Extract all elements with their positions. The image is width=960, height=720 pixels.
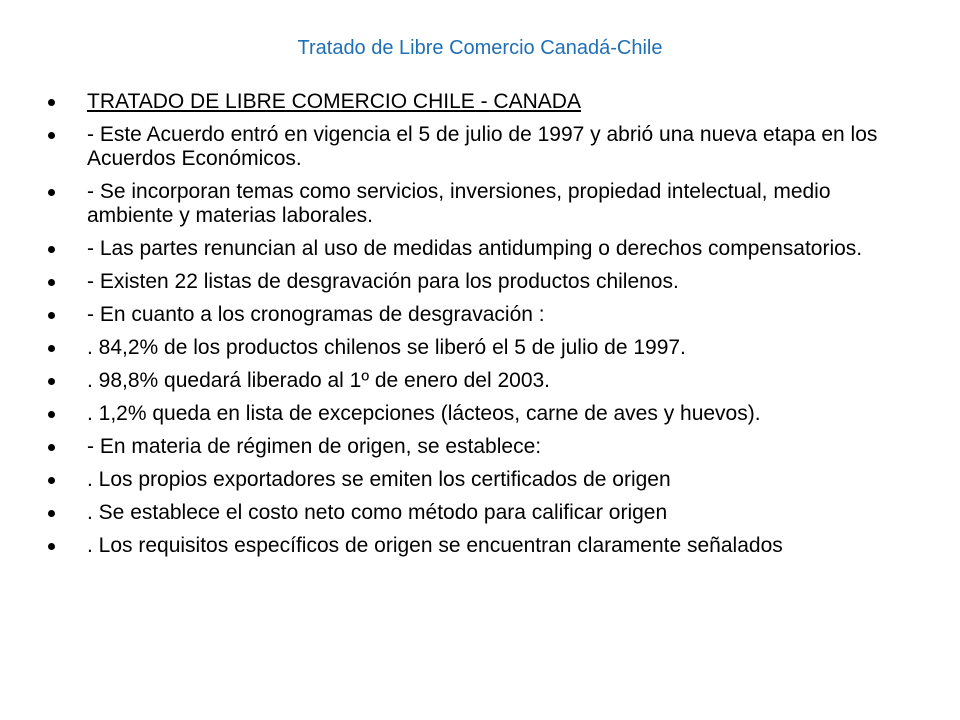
bullet-item [48, 336, 908, 360]
bullet-text: . 98,8% quedará liberado al 1º de enero del 2003. [87, 369, 551, 392]
bullet-item [48, 303, 908, 327]
bullet-item [48, 123, 908, 171]
bullet-text: - En materia de régimen de origen, se establece: [87, 435, 542, 458]
bullet-dot-icon [48, 189, 55, 196]
bullet-item [48, 468, 908, 492]
bullet-item [48, 534, 908, 558]
bullet-dot-icon [48, 543, 55, 550]
bullet-dot-icon [48, 132, 55, 139]
bullet-item [48, 402, 908, 426]
bullet-item [48, 90, 908, 114]
bullet-dot-icon [48, 477, 55, 484]
bullet-dot-icon [48, 312, 55, 319]
bullet-text: . Los requisitos específicos de origen se encuentran claramente señalados [87, 534, 783, 557]
bullet-dot-icon [48, 510, 55, 517]
bullet-item [48, 270, 908, 294]
bullet-text: . Los propios exportadores se emiten los certificados de origen [87, 468, 671, 491]
bullet-item [48, 180, 908, 228]
bullet-dot-icon [48, 378, 55, 385]
bullet-text: . 1,2% queda en lista de excepciones (lácteos, carne de aves y huevos). [87, 402, 761, 425]
bullet-text: - En cuanto a los cronogramas de desgravación : [87, 303, 545, 326]
bullet-dot-icon [48, 99, 55, 106]
bullet-text: - Las partes renuncian al uso de medidas antidumping o derechos compensatorios. [87, 237, 863, 260]
bullet-text: . 84,2% de los productos chilenos se liberó el 5 de julio de 1997. [87, 336, 686, 359]
bullet-text: - Existen 22 listas de desgravación para los productos chilenos. [87, 270, 679, 293]
slide-title: Tratado de Libre Comercio Canadá-Chile [297, 37, 663, 59]
bullet-dot-icon [48, 411, 55, 418]
bullet-item [48, 435, 908, 459]
bullet-dot-icon [48, 444, 55, 451]
bullet-dot-icon [48, 279, 55, 286]
bullet-text: TRATADO DE LIBRE COMERCIO CHILE - CANADA [87, 90, 581, 113]
bullet-item [48, 501, 908, 525]
bullet-text: . Se establece el costo neto como método para calificar origen [87, 501, 668, 524]
bullet-text: - Este Acuerdo entró en vigencia el 5 de julio de 1997 y abrió una nueva etapa en los Acuerdos Económicos. [87, 123, 878, 170]
bullet-list [48, 90, 908, 567]
bullet-item [48, 237, 908, 261]
bullet-dot-icon [48, 345, 55, 352]
bullet-item [48, 369, 908, 393]
bullet-dot-icon [48, 246, 55, 253]
bullet-text: - Se incorporan temas como servicios, inversiones, propiedad intelectual, medio ambiente y materias laborales. [87, 180, 831, 227]
